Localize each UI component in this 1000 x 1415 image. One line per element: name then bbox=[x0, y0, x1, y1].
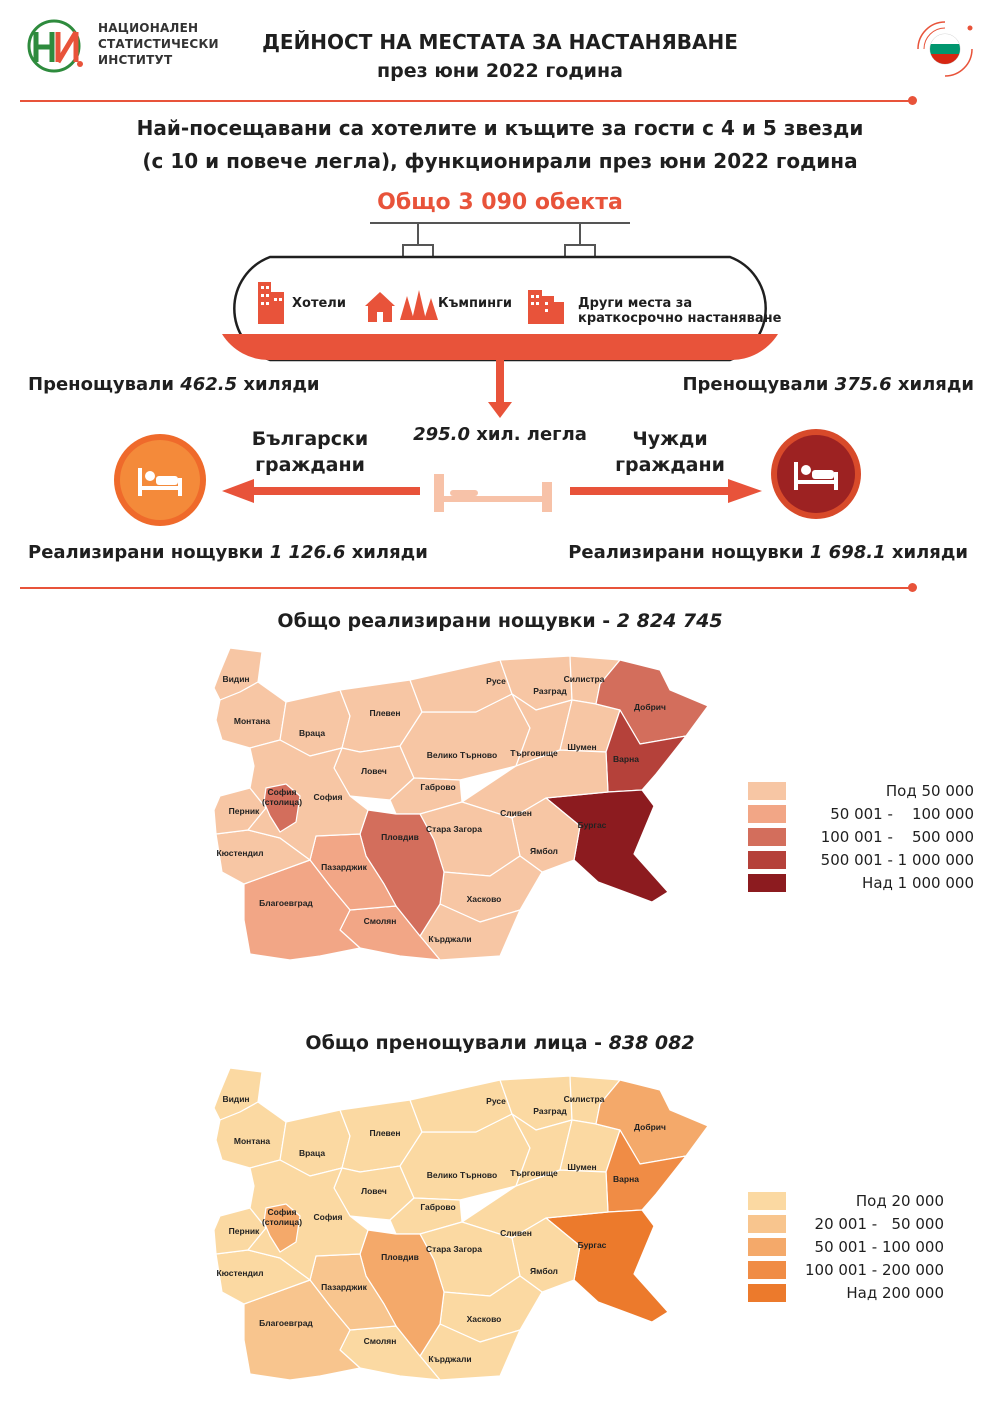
logo-line: НАЦИОНАЛЕН bbox=[98, 21, 199, 35]
type-label-line: краткосрочно настаняване bbox=[578, 311, 782, 326]
type-label-line: Други места за bbox=[578, 296, 693, 311]
region-label-търговище: Търговище bbox=[510, 1168, 558, 1178]
bulgarian-nights-value: 1 126.6 bbox=[269, 542, 346, 563]
map1-title-value: 2 824 745 bbox=[616, 610, 723, 632]
bulgarian-group-label bbox=[245, 426, 375, 478]
logo-line: ИНСТИТУТ bbox=[98, 53, 173, 67]
headline-line: (с 10 и повече легла), функционирали през юни 2022 година bbox=[142, 149, 858, 173]
region-label-софия: София bbox=[313, 1212, 343, 1222]
legend-swatch bbox=[748, 1261, 786, 1279]
foreign-guest-icon bbox=[770, 426, 862, 522]
legend-item bbox=[748, 1192, 944, 1212]
legend-item bbox=[748, 1261, 944, 1281]
region-label-сливен: Сливен bbox=[500, 808, 532, 818]
region-label-кърджали: Кърджали bbox=[428, 934, 472, 944]
region-label-варна: Варна bbox=[613, 1174, 639, 1184]
bed-icon bbox=[434, 474, 552, 512]
foreign-arrivals-value: 375.6 bbox=[834, 374, 892, 395]
region-label-варна: Варна bbox=[613, 754, 639, 764]
accommodation-types-panel bbox=[200, 220, 800, 370]
bulgaria-flag-icon bbox=[910, 14, 980, 84]
region-label-смолян: Смолян bbox=[363, 916, 397, 926]
arrivals-map-legend bbox=[748, 1192, 944, 1307]
legend-item bbox=[748, 828, 974, 848]
map2-title bbox=[150, 1032, 850, 1054]
legend-label: Над 1 000 000 bbox=[862, 874, 974, 892]
legend-label: 100 001 - 500 000 bbox=[820, 828, 974, 846]
bulgarian-arrivals-prefix: Пренощували bbox=[28, 374, 181, 395]
group-label-line: Чужди bbox=[632, 428, 708, 450]
region-label-перник: Перник bbox=[228, 1226, 260, 1236]
region-label-кюстендил: Кюстендил bbox=[216, 848, 264, 858]
beds-total bbox=[380, 424, 620, 445]
region-label-ямбол: Ямбол bbox=[530, 846, 558, 856]
foreign-nights bbox=[568, 542, 968, 563]
left-arrow-icon bbox=[222, 479, 420, 503]
region-label-стара-загора: Стара Загора bbox=[426, 1244, 482, 1254]
legend-label: 50 001 - 100 000 bbox=[830, 805, 974, 823]
legend-swatch bbox=[748, 874, 786, 892]
nights-map-legend bbox=[748, 782, 974, 897]
region-label-видин: Видин bbox=[222, 674, 250, 684]
page-title: ДЕЙНОСТ НА МЕСТАТА ЗА НАСТАНЯВАНЕ bbox=[262, 30, 738, 54]
legend-swatch bbox=[748, 828, 786, 846]
total-objects bbox=[300, 190, 700, 215]
region-label-софия-столица: София (столица) bbox=[261, 787, 303, 807]
headline bbox=[40, 112, 960, 178]
beds-value: 295.0 bbox=[413, 424, 471, 445]
region-label-велико-търново: Велико Търново bbox=[426, 750, 498, 760]
legend-item bbox=[748, 782, 974, 802]
region-label-велико-търново: Велико Търново bbox=[426, 1170, 498, 1180]
region-label-пловдив: Пловдив bbox=[381, 1252, 419, 1262]
region-label-благоевград: Благоевград bbox=[259, 898, 313, 908]
region-label-пазарджик: Пазарджик bbox=[321, 1282, 367, 1292]
map1-title bbox=[150, 610, 850, 632]
group-label-line: граждани bbox=[255, 454, 365, 476]
foreign-nights-suffix: хиляди bbox=[885, 542, 968, 563]
total-objects-suffix: обекта bbox=[527, 190, 623, 215]
legend-label: Над 200 000 bbox=[846, 1284, 944, 1302]
region-label-ловеч: Ловеч bbox=[361, 766, 387, 776]
region-label-силистра: Силистра bbox=[563, 674, 605, 684]
headline-line: Най-посещавани са хотелите и къщите за гости с 4 и 5 звезди bbox=[136, 116, 864, 140]
total-objects-prefix: Общо bbox=[377, 190, 459, 215]
foreign-arrivals-prefix: Пренощували bbox=[682, 374, 835, 395]
bulgarian-nights-prefix: Реализирани нощувки bbox=[28, 542, 270, 563]
region-label-шумен: Шумен bbox=[567, 742, 597, 752]
map2-title-prefix: Общо пренощували лица - bbox=[305, 1032, 609, 1054]
region-label-монтана: Монтана bbox=[233, 1136, 271, 1146]
legend-label: 500 001 - 1 000 000 bbox=[820, 851, 974, 869]
region-label-плевен: Плевен bbox=[369, 708, 401, 718]
down-arrow-icon bbox=[488, 360, 512, 418]
legend-item bbox=[748, 874, 974, 894]
region-label-плевен: Плевен bbox=[369, 1128, 401, 1138]
foreign-nights-value: 1 698.1 bbox=[809, 542, 886, 563]
foreign-nights-prefix: Реализирани нощувки bbox=[568, 542, 810, 563]
region-label-разград: Разград bbox=[533, 1106, 567, 1116]
type-label-camping: Къмпинги bbox=[438, 296, 512, 311]
legend-label: 100 001 - 200 000 bbox=[804, 1261, 944, 1279]
region-label-стара-загора: Стара Загора bbox=[426, 824, 482, 834]
legend-swatch bbox=[748, 1215, 786, 1233]
legend-label: 50 001 - 100 000 bbox=[814, 1238, 944, 1256]
group-label-line: Български bbox=[251, 428, 369, 450]
region-label-добрич: Добрич bbox=[634, 1122, 666, 1132]
region-label-габрово: Габрово bbox=[420, 782, 456, 792]
bulgarian-nights bbox=[28, 542, 428, 563]
legend-item bbox=[748, 1215, 944, 1235]
region-label-силистра: Силистра bbox=[563, 1094, 605, 1104]
region-label-търговище: Търговище bbox=[510, 748, 558, 758]
legend-item bbox=[748, 805, 974, 825]
map1-title-prefix: Общо реализирани нощувки - bbox=[277, 610, 617, 632]
region-label-русе: Русе bbox=[486, 1096, 506, 1106]
legend-swatch bbox=[748, 782, 786, 800]
bulgarian-arrivals bbox=[28, 374, 320, 395]
legend-swatch bbox=[748, 1192, 786, 1210]
region-label-софия-столица: София (столица) bbox=[261, 1207, 303, 1227]
region-label-шумен: Шумен bbox=[567, 1162, 597, 1172]
arrivals-map bbox=[200, 1060, 720, 1400]
region-label-сливен: Сливен bbox=[500, 1228, 532, 1238]
foreign-arrivals-suffix: хиляди bbox=[891, 374, 974, 395]
bulgarian-nights-suffix: хиляди bbox=[345, 542, 428, 563]
region-label-хасково: Хасково bbox=[466, 894, 502, 904]
page-subtitle: през юни 2022 година bbox=[377, 60, 623, 82]
region-label-русе: Русе bbox=[486, 676, 506, 686]
region-label-разград: Разград bbox=[533, 686, 567, 696]
direction-arrows bbox=[222, 472, 762, 516]
region-label-благоевград: Благоевград bbox=[259, 1318, 313, 1328]
type-label-hotels: Хотели bbox=[292, 296, 346, 311]
region-label-перник: Перник bbox=[228, 806, 260, 816]
beds-suffix: хил. легла bbox=[470, 424, 587, 445]
region-label-ямбол: Ямбол bbox=[530, 1266, 558, 1276]
foreign-arrivals bbox=[682, 374, 974, 395]
type-label-other bbox=[578, 296, 781, 326]
region-label-смолян: Смолян bbox=[363, 1336, 397, 1346]
region-label-ловеч: Ловеч bbox=[361, 1186, 387, 1196]
region-label-пловдив: Пловдив bbox=[381, 832, 419, 842]
legend-item bbox=[748, 851, 974, 871]
foreign-group-label bbox=[600, 426, 740, 478]
legend-swatch bbox=[748, 805, 786, 823]
bulgarian-guest-icon bbox=[112, 432, 208, 528]
region-label-враца: Враца bbox=[298, 1148, 326, 1158]
region-label-кюстендил: Кюстендил bbox=[216, 1268, 264, 1278]
legend-swatch bbox=[748, 1284, 786, 1302]
nsi-logo-icon bbox=[18, 18, 90, 74]
region-label-кърджали: Кърджали bbox=[428, 1354, 472, 1364]
region-label-пазарджик: Пазарджик bbox=[321, 862, 367, 872]
region-label-бургас: Бургас bbox=[577, 820, 607, 830]
region-label-монтана: Монтана bbox=[233, 716, 271, 726]
bulgarian-arrivals-suffix: хиляди bbox=[237, 374, 320, 395]
logo-line: СТАТИСТИЧЕСКИ bbox=[98, 37, 219, 51]
legend-label: Под 50 000 bbox=[885, 782, 974, 800]
bulgarian-arrivals-value: 462.5 bbox=[180, 374, 238, 395]
map2-title-value: 838 082 bbox=[608, 1032, 695, 1054]
group-label-line: граждани bbox=[615, 454, 725, 476]
divider-dot bbox=[908, 96, 917, 105]
section-divider bbox=[20, 587, 912, 589]
legend-swatch bbox=[748, 851, 786, 869]
region-label-бургас: Бургас bbox=[577, 1240, 607, 1250]
region-label-софия: София bbox=[313, 792, 343, 802]
legend-label: 20 001 - 50 000 bbox=[814, 1215, 944, 1233]
legend-item bbox=[748, 1238, 944, 1258]
region-label-добрич: Добрич bbox=[634, 702, 666, 712]
nights-map bbox=[200, 640, 720, 980]
region-label-хасково: Хасково bbox=[466, 1314, 502, 1324]
divider-dot bbox=[908, 583, 917, 592]
total-objects-value: 3 090 bbox=[458, 190, 528, 215]
region-label-враца: Враца bbox=[298, 728, 326, 738]
legend-label: Под 20 000 bbox=[855, 1192, 944, 1210]
region-label-видин: Видин bbox=[222, 1094, 250, 1104]
legend-item bbox=[748, 1284, 944, 1304]
right-arrow-icon bbox=[570, 479, 762, 503]
legend-swatch bbox=[748, 1238, 786, 1256]
region-label-габрово: Габрово bbox=[420, 1202, 456, 1212]
header-divider bbox=[20, 100, 912, 102]
